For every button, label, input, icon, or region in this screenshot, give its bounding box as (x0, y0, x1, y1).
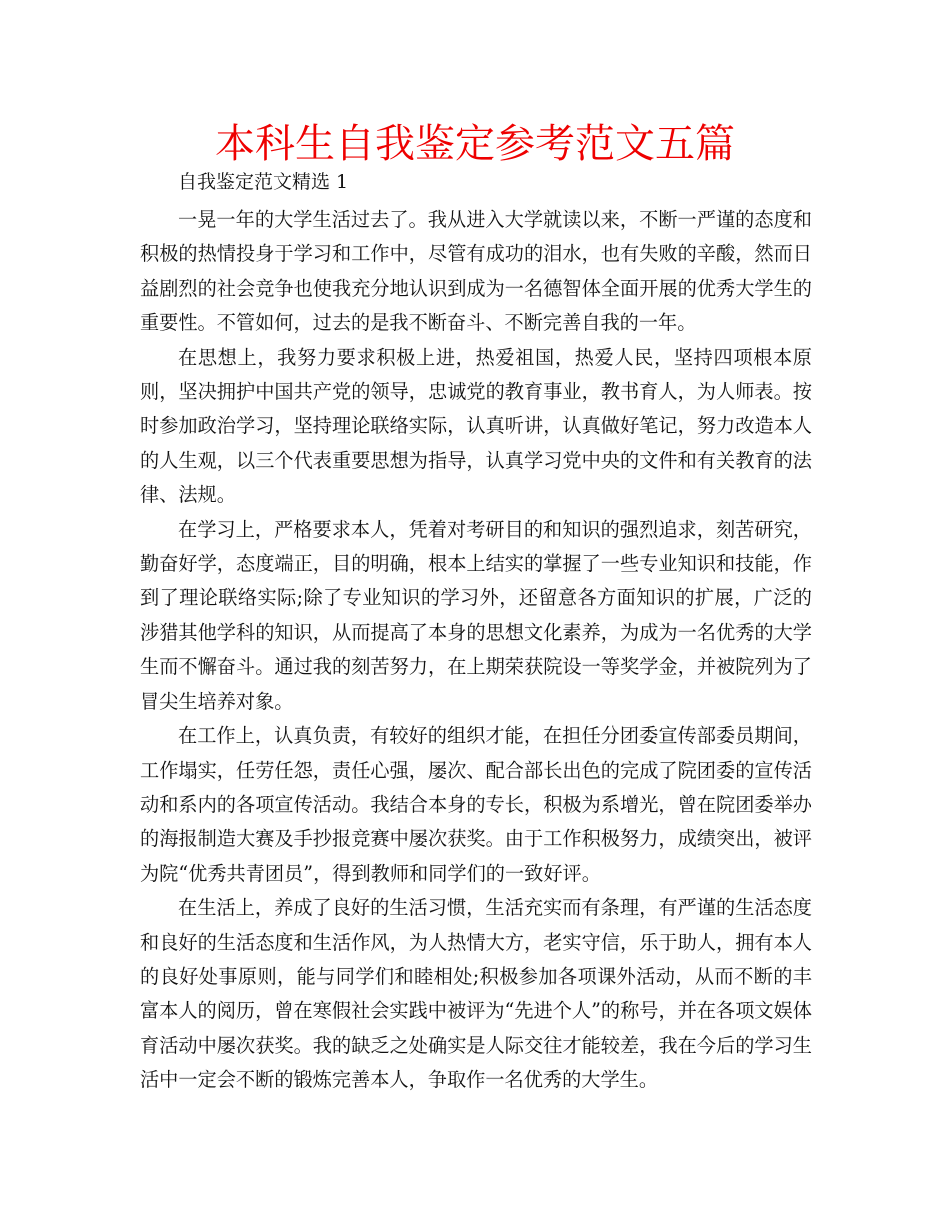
paragraph-intro: 一晃一年的大学生活过去了。我从进入大学就读以来，不断一严谨的态度和积极的热情投身于学习和工作中，尽管有成功的泪水，也有失败的辛酸，然而日益剧烈的社会竞争也使我充分地认识到成为一名德智体全面开展的优秀大学生的重要性。不管如何，过去的是我不断奋斗、不断完善自我的一年。 (140, 208, 812, 335)
paragraph-study: 在学习上，严格要求本人，凭着对考研目的和知识的强烈追求，刻苦研究，勤奋好学，态度端正，目的明确，根本上结实的掌握了一些专业知识和技能，作到了理论联络实际;除了专业知识的学习外，还留意各方面知识的扩展，广泛的涉猎其他学科的知识，从而提高了本身的思想文化素养，为成为一名优秀的大学生而不懈奋斗。通过我的刻苦努力，在上期荣获院设一等奖学金，并被院列为了冒尖生培养对象。 (140, 517, 812, 713)
document-title: 本科生自我鉴定参考范文五篇 (215, 121, 735, 167)
paragraph-life: 在生活上，养成了良好的生活习惯，生活充实而有条理，有严谨的生活态度和良好的生活态度和生活作风，为人热情大方，老实守信，乐于助人，拥有本人的良好处事原则，能与同学们和睦相处;积极参加各项课外活动，从而不断的丰富本人的阅历，曾在寒假社会实践中被评为“先进个人”的称号，并在各项文娱体育活动中屡次获奖。我的缺乏之处确实是人际交往才能较差，我在今后的学习生活中一定会不断的锻炼完善本人，争取作一名优秀的大学生。 (140, 896, 812, 1092)
paragraph-work: 在工作上，认真负责，有较好的组织才能，在担任分团委宣传部委员期间，工作塌实，任劳任怨，责任心强，屡次、配合部长出色的完成了院团委的宣传活动和系内的各项宣传活动。我结合本身的专长，积极为系增光，曾在院团委举办的海报制造大赛及手抄报竞赛中屡次获奖。由于工作积极努力，成绩突出，被评为院“优秀共青团员”，得到教师和同学们的一致好评。 (140, 724, 812, 885)
section-subtitle: 自我鉴定范文精选 1 (178, 171, 349, 193)
paragraph-thought: 在思想上，我努力要求积极上进，热爱祖国，热爱人民，坚持四项根本原则，坚决拥护中国共产党的领导，忠诚党的教育事业，教书育人，为人师表。按时参加政治学习，坚持理论联络实际，认真听讲，认真做好笔记，努力改造本人的人生观，以三个代表重要思想为指导，认真学习党中央的文件和有关教育的法律、法规。 (140, 345, 812, 507)
document-body (140, 203, 812, 1098)
